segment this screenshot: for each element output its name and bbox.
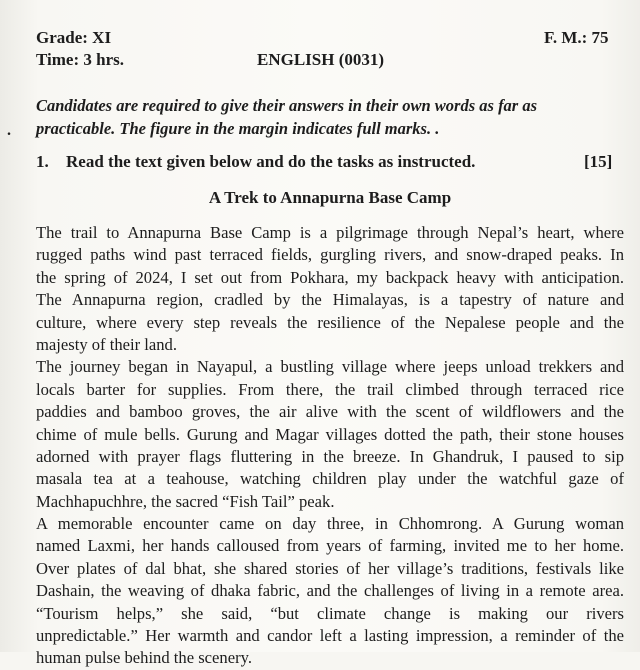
grade-label: Grade: XI bbox=[36, 28, 112, 47]
passage-line: Machhapuchhre, the sacred “Fish Tail” peak. bbox=[36, 491, 335, 511]
passage-line: A memorable encounter came on day three, in Chhomrong. A Gurung woman bbox=[36, 514, 624, 534]
instruction-line-2: practicable. The figure in the margin indicates full marks. . bbox=[36, 119, 440, 138]
passage-line: masala tea at a teahouse, watching children play under the watchful gaze of bbox=[36, 469, 624, 489]
passage-title: A Trek to Annapurna Base Camp bbox=[208, 188, 452, 207]
passage-line: rugged paths wind past terraced fields, gurgling rivers, and snow-draped peaks. In bbox=[36, 245, 624, 265]
question-heading bbox=[36, 152, 475, 172]
passage-line: Dashain, the weaving of dhaka fabric, and the challenges of living in a remote area. bbox=[36, 581, 624, 601]
passage-line: human pulse behind the scenery. bbox=[36, 648, 252, 668]
passage-line: The Annapurna region, cradled by the Himalayas, is a tapestry of nature and bbox=[36, 290, 624, 310]
passage-line: locals barter for supplies. From there, the trail climbed through terraced rice bbox=[36, 379, 624, 399]
passage-line: The trail to Annapurna Base Camp is a pilgrimage through Nepal’s heart, where bbox=[36, 223, 624, 242]
question-number: 1. bbox=[36, 152, 49, 171]
passage-line: named Laxmi, her hands calloused from years of farming, invited me to her home. bbox=[36, 536, 624, 556]
instruction-line-1: Candidates are required to give their answers in their own words as far as bbox=[36, 96, 538, 115]
passage-line: unpredictable.” Her warmth and candor left a lasting impression, a reminder of the bbox=[36, 626, 624, 646]
passage-line: the spring of 2024, I set out from Pokhara, my backpack heavy with anticipation. bbox=[36, 267, 624, 287]
passage-line: majesty of their land. bbox=[36, 334, 178, 354]
passage-line: culture, where every step reveals the resilience of the Nepalese people and the bbox=[36, 312, 624, 332]
subject-title: ENGLISH (0031) bbox=[257, 50, 385, 69]
passage-line: Over plates of dal bhat, she shared stories of her village’s traditions, festivals like bbox=[36, 558, 624, 578]
time-label: Time: 3 hrs. bbox=[36, 50, 124, 69]
question-marks: [15] bbox=[584, 152, 613, 171]
question-text: Read the text given below and do the tasks as instructed. bbox=[66, 152, 476, 171]
margin-dot: . bbox=[7, 122, 11, 139]
passage-body bbox=[36, 222, 624, 670]
passage-line: “Tourism helps,” she said, “but climate change is making our rivers bbox=[36, 603, 624, 623]
passage-line: paddies and bamboo groves, the air alive with the scent of wildflowers and the bbox=[36, 402, 624, 422]
passage-line: chime of mule bells. Gurung and Magar villages dotted the path, their stone houses bbox=[36, 424, 624, 444]
full-marks-label: F. M.: 75 bbox=[544, 28, 609, 47]
passage-line: adorned with prayer flags fluttering in the breeze. In Ghandruk, I paused to sip bbox=[36, 446, 624, 466]
passage-line: The journey began in Nayapul, a bustling village where jeeps unload trekkers and bbox=[36, 357, 624, 377]
